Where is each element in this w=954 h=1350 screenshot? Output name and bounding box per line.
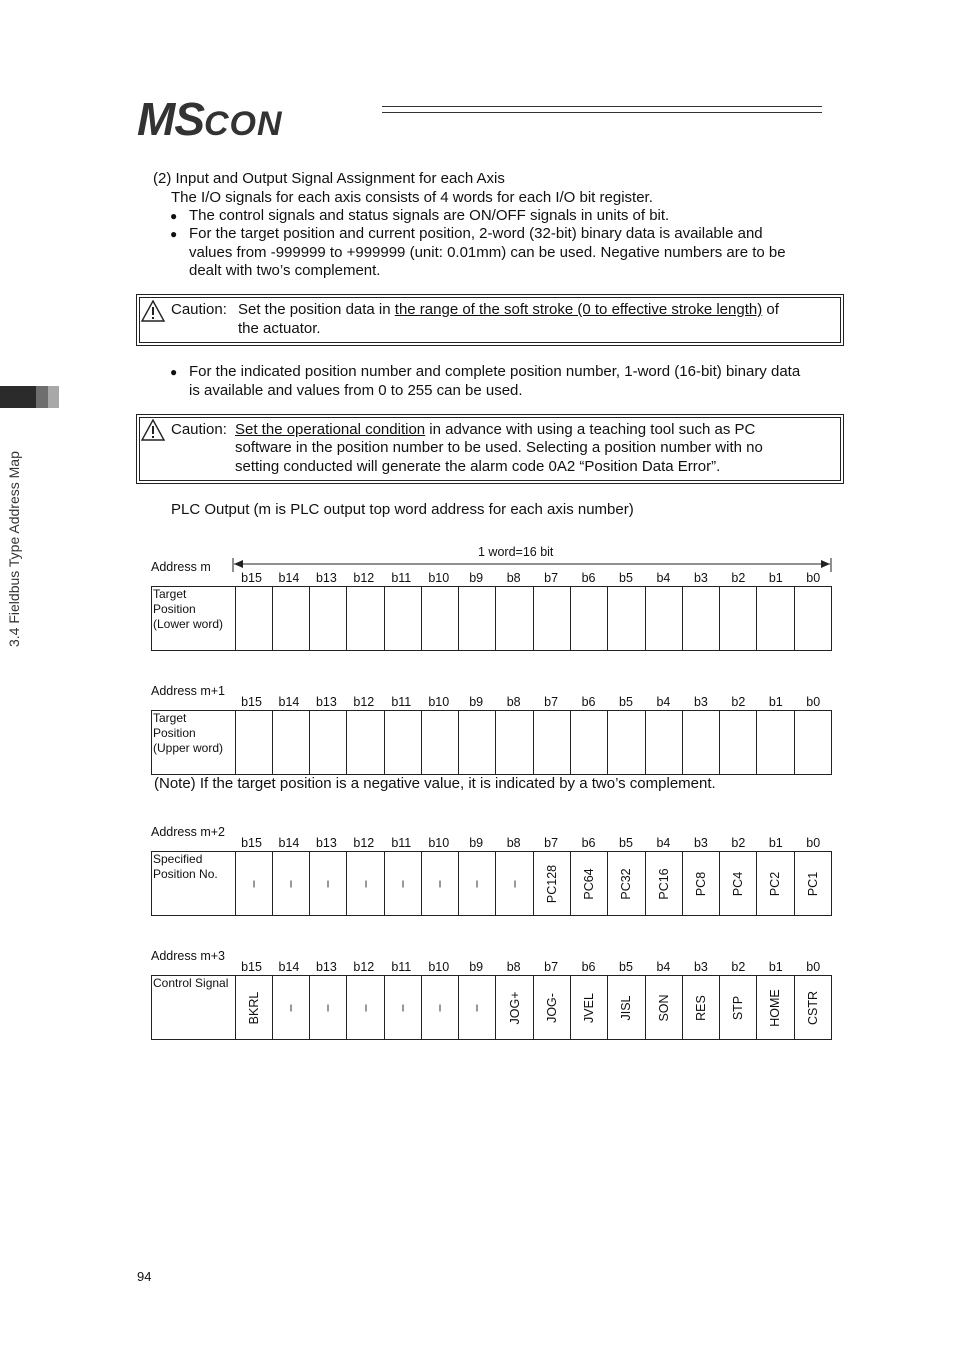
bit-cell bbox=[272, 711, 309, 775]
bit-column-label: b6 bbox=[581, 571, 596, 585]
bit-column-label: b7 bbox=[544, 960, 559, 974]
bit-column-label: b3 bbox=[693, 836, 708, 850]
register-name-line: Control Signal bbox=[153, 976, 229, 990]
bit-cell bbox=[757, 711, 794, 775]
bit-cell bbox=[384, 711, 421, 775]
register-name-line: Position bbox=[153, 726, 196, 740]
register-name-line: (Upper word) bbox=[153, 741, 224, 755]
caution-1-line2: the actuator. bbox=[238, 320, 321, 337]
bit-signal-name: PC64 bbox=[582, 867, 597, 900]
bit-cell bbox=[794, 852, 831, 916]
section-side-label: 3.4 Fieldbus Type Address Map bbox=[6, 451, 22, 647]
bit-column-label: b9 bbox=[469, 571, 484, 585]
caution-1-text: Set the position data in the range of the soft stroke (0 to effective stroke length) of bbox=[238, 301, 779, 318]
bit-cell bbox=[682, 976, 719, 1040]
register-address-label: Address m+1 bbox=[151, 684, 225, 698]
unused-bit-mark bbox=[514, 880, 515, 887]
bit-cell bbox=[310, 976, 347, 1040]
bit-column-label: b13 bbox=[315, 695, 337, 709]
side-tab-marker bbox=[0, 386, 36, 408]
bullet-item: ● For the target position and current position, 2-word (32-bit) binary data is available and bbox=[189, 225, 763, 243]
warning-icon bbox=[141, 419, 165, 441]
bit-signal-name: PC1 bbox=[805, 871, 820, 896]
bit-cell bbox=[421, 587, 458, 651]
bit-column-label: b10 bbox=[428, 836, 450, 850]
bit-cell bbox=[533, 587, 570, 651]
bit-column-label: b10 bbox=[428, 960, 450, 974]
bit-column-label: b10 bbox=[428, 571, 450, 585]
bit-column-label: b15 bbox=[241, 836, 262, 850]
bit-cell bbox=[272, 852, 309, 916]
bit-cell bbox=[720, 711, 757, 775]
register-table bbox=[151, 710, 832, 775]
bit-cell bbox=[347, 587, 384, 651]
caution-1-label: Caution: bbox=[171, 301, 227, 318]
bit-column-label: b9 bbox=[469, 960, 484, 974]
unused-bit-mark bbox=[402, 1004, 403, 1011]
bit-cell bbox=[533, 976, 570, 1040]
bit-column-label: b4 bbox=[656, 836, 671, 850]
bit-column-label: b2 bbox=[731, 960, 746, 974]
bit-cell bbox=[794, 587, 831, 651]
bit-column-label: b2 bbox=[731, 571, 746, 585]
bit-cell bbox=[757, 587, 794, 651]
bit-cell bbox=[794, 711, 831, 775]
bit-cell bbox=[682, 852, 719, 916]
bit-cell bbox=[571, 587, 608, 651]
register-table bbox=[151, 586, 832, 651]
bit-signal-name: STP bbox=[731, 995, 746, 1020]
bit-signal-name: BKRL bbox=[246, 991, 261, 1024]
bit-column-label: b5 bbox=[619, 960, 633, 974]
bit-signal-name: SON bbox=[656, 993, 671, 1022]
bit-column-label: b11 bbox=[391, 695, 412, 709]
bit-cell bbox=[645, 852, 682, 916]
bit-cell bbox=[235, 587, 272, 651]
bit-cell bbox=[720, 852, 757, 916]
bit-cell bbox=[235, 711, 272, 775]
bit-cell bbox=[235, 852, 272, 916]
unused-bit-mark bbox=[477, 880, 478, 887]
bit-cell bbox=[235, 976, 272, 1040]
bit-cell bbox=[757, 976, 794, 1040]
bit-cell bbox=[682, 711, 719, 775]
bit-column-label: b6 bbox=[581, 836, 596, 850]
caution-2-line2: software in the position number to be used. Selecting a position number with no bbox=[235, 439, 763, 456]
bit-column-label: b10 bbox=[428, 695, 450, 709]
bit-cell bbox=[384, 587, 421, 651]
bit-cell bbox=[347, 976, 384, 1040]
bit-column-label: b2 bbox=[731, 836, 746, 850]
bit-column-label: b0 bbox=[806, 960, 821, 974]
bit-cell bbox=[720, 976, 757, 1040]
bit-column-label: b8 bbox=[506, 960, 521, 974]
register-name-line: Specified bbox=[153, 852, 203, 866]
bit-column-label: b12 bbox=[353, 695, 375, 709]
plc-output-title: PLC Output (m is PLC output top word address for each axis number) bbox=[171, 501, 634, 518]
bit-cell bbox=[347, 711, 384, 775]
bit-cell bbox=[682, 587, 719, 651]
side-tab-marker-mid bbox=[36, 386, 48, 408]
bit-column-label: b8 bbox=[506, 836, 521, 850]
bullet-item: ● For the indicated position number and complete position number, 1-word (16-bit) binary data bbox=[189, 363, 800, 381]
register-name-cell bbox=[152, 711, 236, 775]
bit-cell bbox=[571, 711, 608, 775]
unused-bit-mark bbox=[328, 880, 329, 887]
bit-column-label: b9 bbox=[469, 695, 484, 709]
bit-cell bbox=[310, 711, 347, 775]
bit-signal-name: PC2 bbox=[768, 871, 783, 896]
bit-cell bbox=[533, 852, 570, 916]
bit-cell bbox=[459, 711, 496, 775]
bit-cell bbox=[571, 852, 608, 916]
bit-cell bbox=[384, 852, 421, 916]
register-name-cell bbox=[152, 587, 236, 651]
bit-column-label: b0 bbox=[806, 836, 821, 850]
unused-bit-mark bbox=[253, 880, 254, 887]
caution-2-text: Set the operational condition in advance with using a teaching tool such as PC bbox=[235, 421, 756, 438]
bit-column-label: b12 bbox=[353, 571, 375, 585]
word-width-label: 1 word=16 bit bbox=[478, 545, 554, 559]
bit-signal-name: CSTR bbox=[805, 990, 820, 1025]
bit-column-label: b7 bbox=[544, 695, 559, 709]
bit-column-label: b13 bbox=[315, 571, 337, 585]
register-address-label: Address m bbox=[151, 560, 211, 574]
bit-column-label: b13 bbox=[315, 836, 337, 850]
warning-icon bbox=[141, 300, 165, 322]
bit-signal-name: JISL bbox=[619, 994, 634, 1021]
bit-cell bbox=[310, 852, 347, 916]
bit-column-label: b14 bbox=[278, 836, 300, 850]
bit-column-label: b4 bbox=[656, 695, 671, 709]
register-table bbox=[151, 975, 832, 1040]
bit-column-label: b11 bbox=[391, 836, 412, 850]
bit-cell bbox=[720, 587, 757, 651]
bit-signal-name: JOG+ bbox=[507, 991, 522, 1024]
unused-bit-mark bbox=[440, 1004, 441, 1011]
bit-column-label: b4 bbox=[656, 960, 671, 974]
bit-column-label: b1 bbox=[768, 960, 783, 974]
word-width-arrow bbox=[232, 558, 832, 572]
bit-column-label: b7 bbox=[544, 571, 559, 585]
register-name-line: (Lower word) bbox=[153, 617, 224, 631]
bit-column-label: b3 bbox=[693, 571, 708, 585]
bit-cell bbox=[608, 711, 645, 775]
bit-column-label: b8 bbox=[506, 571, 521, 585]
bit-cell bbox=[459, 852, 496, 916]
bit-cell bbox=[794, 976, 831, 1040]
bit-cell bbox=[384, 976, 421, 1040]
unused-bit-mark bbox=[440, 880, 441, 887]
bit-signal-name: PC128 bbox=[544, 864, 559, 903]
bit-cell bbox=[608, 587, 645, 651]
bit-signal-name: HOME bbox=[768, 988, 783, 1027]
bit-signal-name: PC8 bbox=[693, 871, 708, 896]
bit-column-label: b8 bbox=[506, 695, 521, 709]
bit-cell bbox=[645, 711, 682, 775]
bit-cell bbox=[645, 976, 682, 1040]
bit-column-label: b12 bbox=[353, 960, 375, 974]
bit-column-label: b6 bbox=[581, 960, 596, 974]
bit-cell bbox=[608, 976, 645, 1040]
bit-column-label: b5 bbox=[619, 695, 633, 709]
caution-2-line3: setting conducted will generate the alarm code 0A2 “Position Data Error”. bbox=[235, 458, 721, 475]
register-name-cell bbox=[152, 852, 236, 916]
register-address-label: Address m+2 bbox=[151, 825, 225, 839]
bit-cell bbox=[421, 711, 458, 775]
mscon-logo: MSCON bbox=[137, 93, 283, 145]
bit-signal-name: PC16 bbox=[656, 867, 671, 900]
bit-column-label: b2 bbox=[731, 695, 746, 709]
header-rule-bottom bbox=[382, 112, 822, 113]
bit-column-label: b15 bbox=[241, 571, 262, 585]
section-intro: The I/O signals for each axis consists of 4 words for each I/O bit register. bbox=[171, 189, 653, 206]
bit-cell bbox=[310, 587, 347, 651]
bit-cell bbox=[421, 976, 458, 1040]
bit-column-label: b14 bbox=[278, 571, 300, 585]
bit-cell bbox=[459, 976, 496, 1040]
bit-column-label: b0 bbox=[806, 695, 821, 709]
unused-bit-mark bbox=[328, 1004, 329, 1011]
bit-cell bbox=[757, 852, 794, 916]
bit-column-label: b1 bbox=[768, 836, 783, 850]
caution-2-label: Caution: bbox=[171, 421, 227, 438]
bullet-continuation: is available and values from 0 to 255 can be used. bbox=[189, 382, 523, 399]
bit-column-label: b14 bbox=[278, 960, 300, 974]
bit-cell bbox=[645, 587, 682, 651]
bit-cell bbox=[347, 852, 384, 916]
bit-signal-name: PC4 bbox=[731, 871, 746, 896]
bit-column-label: b12 bbox=[353, 836, 375, 850]
negative-value-note: (Note) If the target position is a negative value, it is indicated by a two’s complement. bbox=[154, 775, 716, 792]
bit-column-label: b5 bbox=[619, 571, 633, 585]
register-name-cell bbox=[152, 976, 236, 1040]
register-table bbox=[151, 851, 832, 916]
bit-column-label: b5 bbox=[619, 836, 633, 850]
register-name-line: Target bbox=[153, 711, 187, 725]
bit-column-label: b6 bbox=[581, 695, 596, 709]
page-number: 94 bbox=[137, 1269, 152, 1284]
unused-bit-mark bbox=[291, 1004, 292, 1011]
register-name-line: Target bbox=[153, 587, 187, 601]
bullet-continuation: dealt with two’s complement. bbox=[189, 262, 381, 279]
register-name-line: Position No. bbox=[153, 867, 218, 881]
bit-column-label: b4 bbox=[656, 571, 671, 585]
bit-cell bbox=[272, 976, 309, 1040]
bit-column-label: b11 bbox=[391, 960, 412, 974]
bit-cell bbox=[496, 976, 533, 1040]
bit-column-label: b11 bbox=[391, 571, 412, 585]
unused-bit-mark bbox=[477, 1004, 478, 1011]
bullet-continuation: values from -999999 to +999999 (unit: 0.01mm) can be used. Negative numbers are to be bbox=[189, 244, 786, 261]
bit-cell bbox=[421, 852, 458, 916]
unused-bit-mark bbox=[402, 880, 403, 887]
bit-column-label: b1 bbox=[768, 571, 783, 585]
bit-column-label: b14 bbox=[278, 695, 300, 709]
bit-column-label: b9 bbox=[469, 836, 484, 850]
bit-signal-name: JOG- bbox=[544, 992, 559, 1023]
bullet-item: ● The control signals and status signals are ON/OFF signals in units of bit. bbox=[189, 207, 669, 225]
bit-cell bbox=[571, 976, 608, 1040]
bit-column-label: b7 bbox=[544, 836, 559, 850]
bit-cell bbox=[459, 587, 496, 651]
bit-cell bbox=[496, 587, 533, 651]
unused-bit-mark bbox=[365, 1004, 366, 1011]
bit-column-label: b3 bbox=[693, 960, 708, 974]
bit-column-label: b0 bbox=[806, 571, 821, 585]
unused-bit-mark bbox=[365, 880, 366, 887]
bit-column-label: b1 bbox=[768, 695, 783, 709]
bit-signal-name: JVEL bbox=[582, 992, 597, 1023]
bit-column-label: b15 bbox=[241, 695, 262, 709]
bit-cell bbox=[496, 711, 533, 775]
bit-column-label: b3 bbox=[693, 695, 708, 709]
unused-bit-mark bbox=[291, 880, 292, 887]
bit-column-label: b15 bbox=[241, 960, 262, 974]
bit-cell bbox=[496, 852, 533, 916]
bit-signal-name: PC32 bbox=[619, 867, 634, 900]
bit-cell bbox=[533, 711, 570, 775]
register-name-line: Position bbox=[153, 602, 196, 616]
bit-column-label: b13 bbox=[315, 960, 337, 974]
register-address-label: Address m+3 bbox=[151, 949, 225, 963]
side-tab-marker-light bbox=[48, 386, 59, 408]
bit-cell bbox=[272, 587, 309, 651]
bit-cell bbox=[608, 852, 645, 916]
section-heading: (2) Input and Output Signal Assignment for each Axis bbox=[153, 170, 505, 187]
header-rule-top bbox=[382, 106, 822, 107]
bit-signal-name: RES bbox=[693, 994, 708, 1021]
